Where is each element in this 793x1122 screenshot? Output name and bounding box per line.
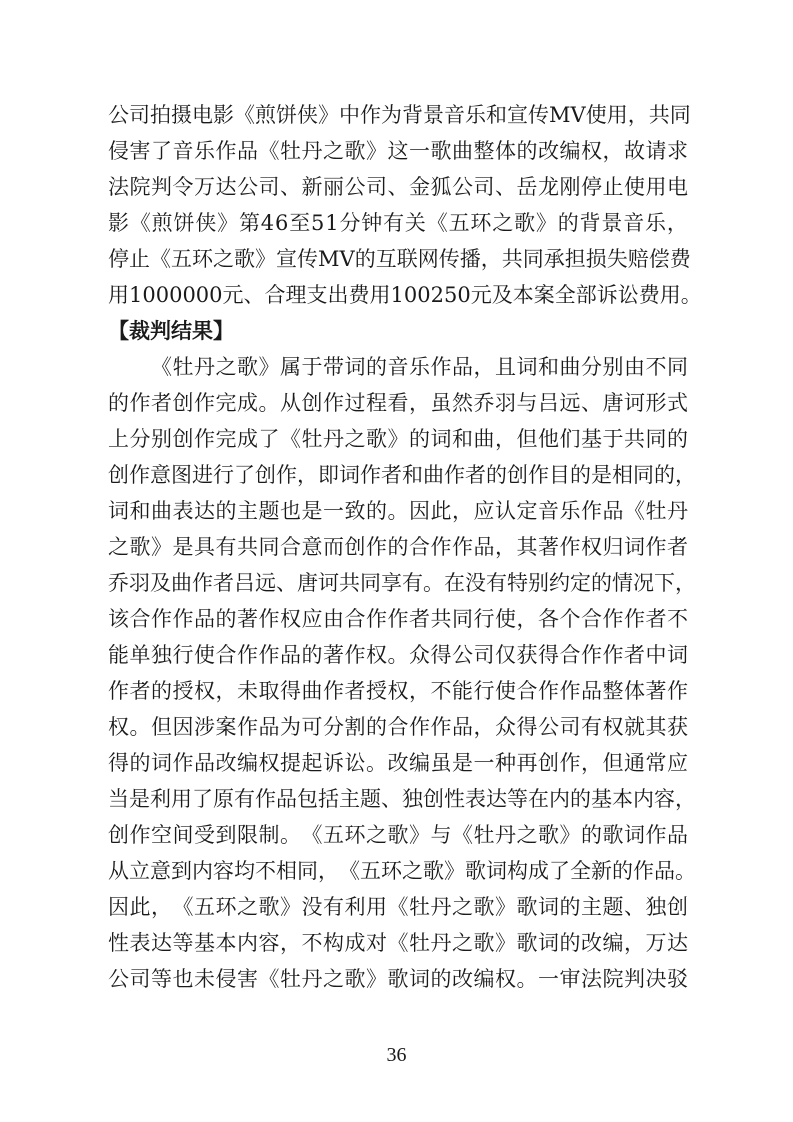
- text-line: 性 表 达 等 基 本 内 容 ， 不 构 成 对 《 牡 丹 之 歌 》 歌 词 的 改 编 ， 万 达: [108, 931, 688, 955]
- text-line: 公 司 等 也 未 侵 害 《 牡 丹 之 歌 》 歌 词 的 改 编 权 。 一 审 法 院 判 决 驳: [108, 967, 688, 991]
- text-line: 词 和 曲 表 达 的 主 题 也 是 一 致 的 。 因 此 ， 应 认 定 音 乐 作 品 《 牡 丹: [108, 499, 688, 523]
- text-line: 创 作 意 图 进 行 了 创 作 ， 即 词 作 者 和 曲 作 者 的 创 作 目 的 是 相 同 的 ，: [108, 463, 696, 487]
- text-line: 乔 羽 及 曲 作 者 吕 远 、 唐 诃 共 同 享 有 。 在 没 有 特 别 约 定 的 情 况 下 ，: [108, 571, 696, 595]
- text-line: 侵 害 了 音 乐 作 品 《 牡 丹 之 歌 》 这 一 歌 曲 整 体 的 改 编 权 ， 故 请 求: [108, 139, 688, 163]
- section-heading: 【裁判结果】: [108, 318, 234, 343]
- text-line: 作 者 的 授 权 ， 未 取 得 曲 作 者 授 权 ， 不 能 行 使 合 作 作 品 整 体 著 作: [108, 679, 688, 703]
- text-line: 创 作 空 间 受 到 限 制 。 《 五 环 之 歌 》 与 《 牡 丹 之 歌 》 的 歌 词 作 品: [108, 823, 688, 847]
- text-line: 权 。 但 因 涉 案 作 品 为 可 分 割 的 合 作 作 品 ， 众 得 公 司 有 权 就 其 获: [108, 715, 688, 739]
- text-line: 因 此 ， 《 五 环 之 歌 》 没 有 利 用 《 牡 丹 之 歌 》 歌 词 的 主 题 、 独 创: [108, 895, 688, 919]
- text-line: 能 单 独 行 使 合 作 作 品 的 著 作 权 。 众 得 公 司 仅 获 得 合 作 作 者 中 词: [108, 643, 688, 667]
- page-number: 36: [386, 1044, 407, 1066]
- text-line: 用1000000元、合理支出费用100250元及本案全部诉讼费用。: [108, 283, 702, 307]
- text-line: 上 分 别 创 作 完 成 了 《 牡 丹 之 歌 》 的 词 和 曲 ， 但 他 们 基 于 共 同 的: [108, 427, 688, 451]
- text-line: 法 院 判 令 万 达 公 司 、 新 丽 公 司 、 金 狐 公 司 、 岳 龙 刚 停 止 使 用 电: [108, 175, 688, 199]
- text-line: 的 作 者 创 作 完 成 。 从 创 作 过 程 看 ， 虽 然 乔 羽 与 吕 远 、 唐 诃 形 式: [108, 391, 688, 415]
- text-line: 公 司 拍 摄 电 影 《 煎 饼 侠 》 中 作 为 背 景 音 乐 和 宣 传 M V 使 用 ， 共 同: [108, 103, 691, 127]
- text-line: 得 的 词 作 品 改 编 权 提 起 诉 讼 。 改 编 虽 是 一 种 再 创 作 ， 但 通 常 应: [108, 751, 688, 775]
- text-line: 影 《 煎 饼 侠 》 第 4 6 至 5 1 分 钟 有 关 《 五 环 之 歌 》 的 背 景 音 乐 ，: [108, 211, 688, 235]
- text-line: 停 止 《 五 环 之 歌 》 宣 传 M V 的 互 联 网 传 播 ， 共 同 承 担 损 失 赔 偿 费: [108, 247, 691, 271]
- text-line: 之 歌 》 是 具 有 共 同 合 意 而 创 作 的 合 作 作 品 ， 其 著 作 权 归 词 作 者: [108, 535, 688, 559]
- text-line: 从 立 意 到 内 容 均 不 相 同 ， 《 五 环 之 歌 》 歌 词 构 成 了 全 新 的 作 品 。: [108, 859, 696, 883]
- text-line: 《 牡 丹 之 歌 》 属 于 带 词 的 音 乐 作 品 ， 且 词 和 曲 分 别 由 不 同: [151, 355, 688, 379]
- text-line: 该 合 作 作 品 的 著 作 权 应 由 合 作 作 者 共 同 行 使 ， 各 个 合 作 作 者 不: [108, 607, 688, 631]
- text-line: 当 是 利 用 了 原 有 作 品 包 括 主 题 、 独 创 性 表 达 等 在 内 的 基 本 内 容 ，: [108, 787, 696, 811]
